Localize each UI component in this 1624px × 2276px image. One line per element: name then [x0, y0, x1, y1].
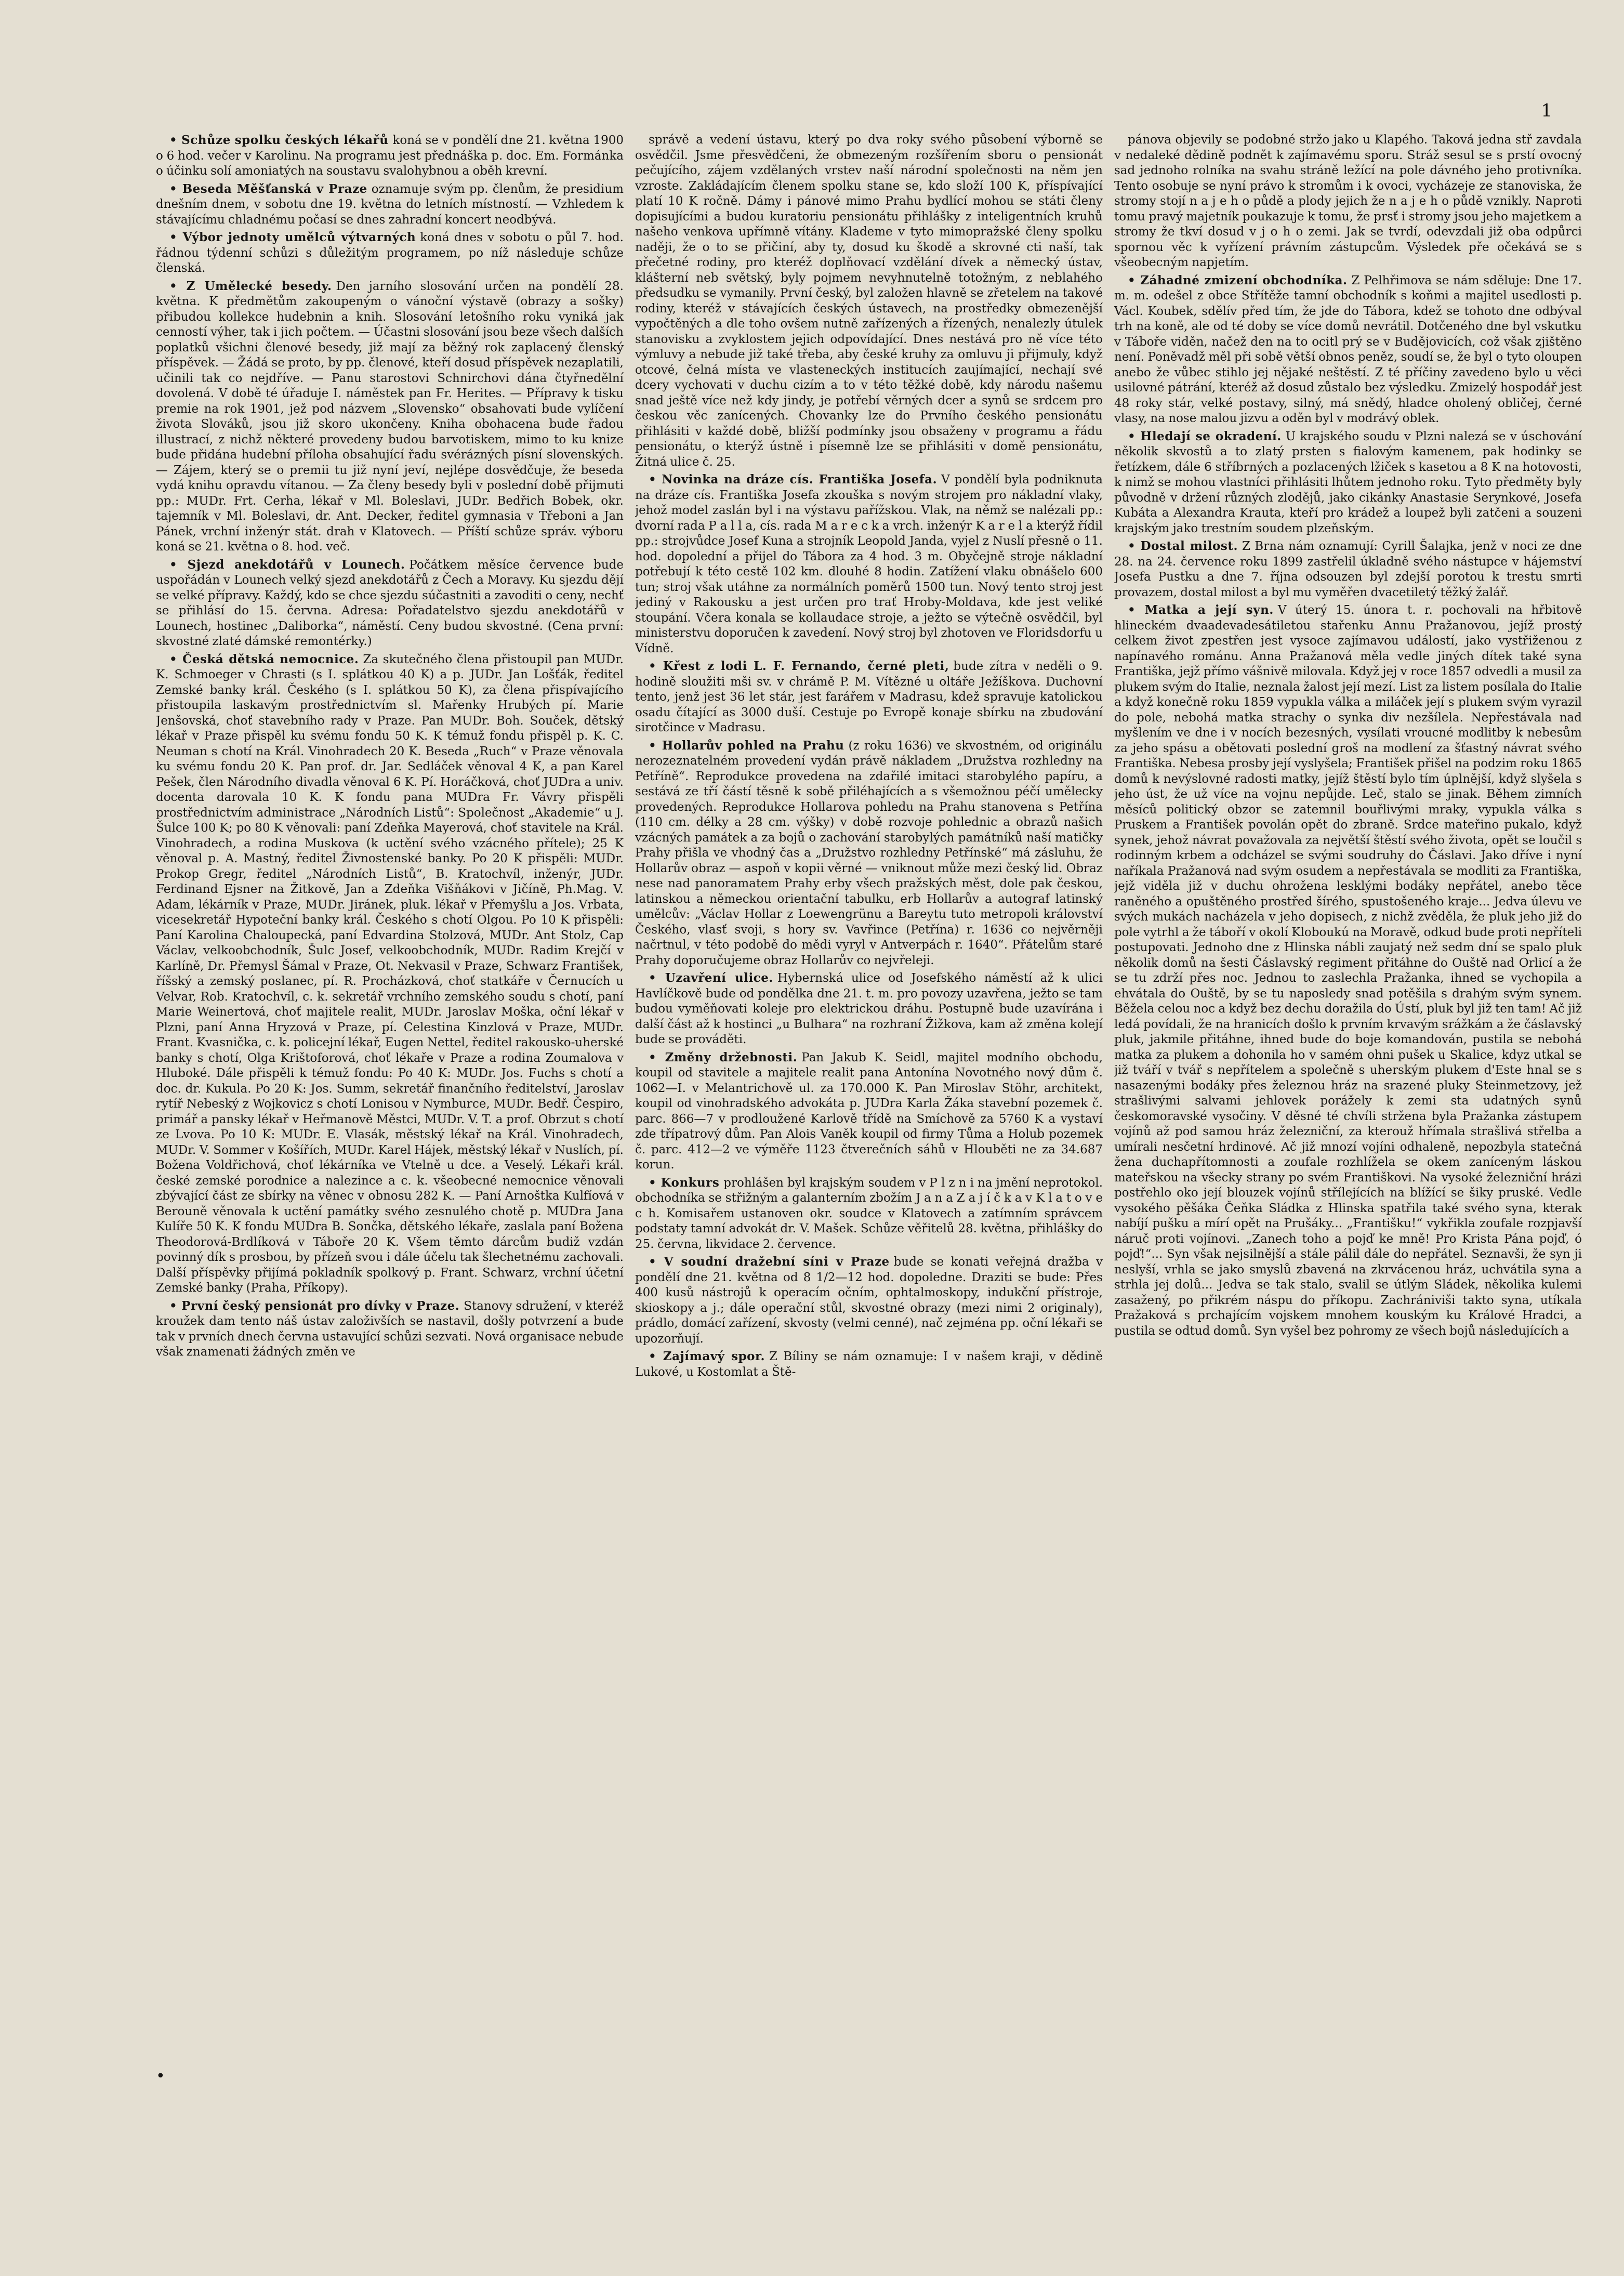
article-body: V pondělí byla podniknuta na dráze cís. Františka Josefa zkouška s novým strojem pro nákladní vlaky, jehož model zaslán byl i na výstavu pařížskou. Vlak, na němž se nalézali pp.: dvorní rada P a l l a, cís. rada M a r e c k a vrch. inženýr K a r e l a kterýž řídil pp.: strojvůdce Josef Kuna a strojník Leopold Janda, vyjel z Nuslí přesně o 11. hod. dopolední a přijel do Tábora za 4 hod. 3 m. Obyčejně stroje nákladní potřebují k této cestě 102 km. dlouhé 8 hodin. Zatížení vlaku obnášelo 600 tun; stroj však utáhne za normálních poměrů 1500 tun. Nový tento stroj jest jediný v Rakousku a jest určen pro trať Hroby-Moldava, kde jest veliké stoupání. Včera konala se kollaudace stroje, a ježto se výtečně osvědčil, byl ministerstvu doporučen k zavedení. Nový stroj byl zhotoven ve Floridsdorfu u Vídně. — [635, 473, 1103, 655]
article-title: • Matka a její syn. — [1128, 603, 1274, 617]
news-article — [156, 133, 624, 179]
article-body: pánova objevily se podobné stržo jako u Klapého. Taková jedna stř zavdala v nedaleké dědině podnět k zajímavému sporu. Stráž sesul se s prstí ovocný sad jednoho rolníka na svahu stráně ležící na pole dávného jeho protivníka. Tento osobuje se nyní právo k stromům i k ovoci, vycházeje ze stanoviska, že stromy stojí n a j e h o půdě a plody jejich že n a j e h o půdě vznikly. Naproti tomu pravý majetník poukazuje k tomu, že prsť i stromy jsou jeho majetkem a stromy že tkví dosud v j o h o zemi. Jak se tvrdí, odevzdali již oba odpůrci spornou věc k vyřízení právním zástupcům. Výsledek pře očekává se s všeobecným napjetím. — [1114, 133, 1582, 269]
news-article — [635, 1349, 1103, 1380]
news-article — [156, 181, 624, 228]
news-article — [1114, 429, 1582, 537]
article-title: • Výbor jednoty umělců výtvarných — [169, 230, 416, 244]
article-title: • Beseda Měšťanská v Praze — [169, 181, 367, 196]
article-body: správě a vedení ústavu, který po dva roky svého působení výborně se osvědčil. Jsme přesvědčeni, že obmezeným rozšířením sboru o pensionát pečujícího, zájem vzdělaných vrstev naší národní společnosti na něm jen vzroste. Zakládajícím členem spolku stane se, kdo složí 100 K, příspívající platí 10 K ročně. Dámy i pánové mimo Prahu bydlící mohou se státi členy dopisujícími a budou kuratoriu pensionátu přihlášky z inteligentních kruhů našeho venkova upřímně vítány. Klademe v tyto mimopražské členy spolku naději, že o to se přičiní, aby ty, dosud ku škodě a skrovné cti naší, tak přečetné rodiny, pro kteréž doplňovací vzdělání dívek a německý ústav, klášterní neb světský, byly pojmem nevyhnutelně totožným, z neblahého předsudku se vymanily. První český, byl založen hlavně se zřetelem na takové rodiny, kteréž v stávajících českých ústavech, na prostředky obmezenější vypočtěných a dle toho ovšem nutně zařízených a řízených, nenalezly útulek stanovisku a zvyklostem jejich odpovídající. Dnes nestává pro ně více této výmluvy a nebude již také třeba, aby české kruhy za omluvu ji přijmuly, když otcové, čelná místa ve vlasteneckých institucích zaujímající, nechají své dcery vychovati v duchu cizím a to v této těžké době, kdy národu našemu snad ještě více než kdy jindy, je potřebí věrných dcer a synů se srdcem pro českou věc zanícených. Chovanky lze do Prvního českého pensionátu přihlásiti v každé době, bližší podmínky jsou obsaženy v programu a řádu pensionátu, o kterýž ústně i písemně lze se přihlásiti v domě pensionátu, Žitná ulice č. 25. — [635, 133, 1103, 469]
article-body: V úterý 15. února t. r. pochovali na hřbitově hlineckém dvaadevadesátiletou stařenku Annu Pražanovou, jejíž prostý celkem život zpestřen jest vysoce zajímavou událostí, jako vystřiženou z napínavého románu. Anna Pražanová měla vedle jiných dítek také syna Františka, jejž přímo vášnivě milovala. Když jej v roce 1857 odvedli a musil za plukem svým do Italie, neznala žalost její mezí. List za listem posílala do Italie a když konečně roku 1859 vypukla válka a miláček její s plukem svým vyrazil do pole, nebohá matka strachy o synka div nezšílela. Nepřestávala nad myšlením ve dne i v nocích bezesných, vysílati vroucné modlitby k nebesům za jeho spásu a obětovati poslední groš na modlení za šťastný návrat svého Františka. Nebesa prosby její vyslyšela; František přišel na podzim roku 1865 domů k nevýslovné radosti matky, jejíž štěstí bylo tím úplnější, když slyšela s jeho úst, že už více na vojnu nepůjde. Leč, stalo se jinak. Během zimních měsíců politický obzor se zatemnil bouřlivými mraky, vypukla válka s Pruskem a František povolán opět do zbraně. Srdce mateřino pukalo, když synek, jehož návrat považovala za největší štěstí svého života, opět se loučil s rodinným krbem a odcházel se svými soudruhy do Čáslavi. Jako dříve i nyní naříkala Pražanová nad svým osudem a nepřestávala se modliti za Františka, jejž viděla již v duchu ohrožena lesklými bodáky nepřátel, anebo těce raněného a opuštěného prostřed šírého, spustošeného kraje... Jedva úlevu ve svých mukách nacházela v jeho dopisech, z nichž zvěděla, že pluk jeho již do pole vytrhl a že táboří v okolí Kloboukú na Moravě, odkud bude proti nepříteli postupovati. Jednoho dne z Hlinska nábli zaujatý než sedm dní se spalo pluk několik domů na šesti Čáslavský regiment přitáhne do Ouště nad Orlicí a že se tu zdrží přes noc. Jednou to zaslechla Pražanka, ihned se vychopila a ehvátala do Ouště, by se tu naposledy snad potěšila s drahým svým synem. Běžela celou noc a když bez dechu doražila do Ústí, pluk byl již ten tam! Ač již ledá povídali, že na hranicích došlo k prvním krvavým srážkám a že čáslavský pluk, jakmile přitáhne, ihned bude do boje komandován, pustila se nebohá matka za plukem a dohonila ho v samém ohni pušek u Skalice, kdyz utkal se již tváří v tvář s nepřítelem a společně s uherským plukem d'Este hnal se s nasazenými bodáky přes železnou hráz na srazené pluky Steinmetzovy, jež strašlivými salvami jehlovek porážely k zemi sta udatných synů českomoravské vysočiny. V děsné té chvíli stržena byla Pražanka zástupem vojínů až pod samou hráz železniční, za kterouž hřímala strašlivá střelba a umírali nesčetní hrdinové. Ač již mnozí vojíni odhaleně, nepozbyla statečná žena duchapřítomnosti a zoufale rozhlížela se okem zaníceným láskou mateřskou na všecky strany po svém Františkovi. Na vysoké železniční hrázi postřehlo oko její blouzek vojínů střílejících na blížící se šiky pruské. Vedle vysokého pěšáka Čeňka Sládka z Hlinska spatřila také svého syna, kterak nabíjí pušku a mírí opět na Prušáky... „Františku!“ vykřikla zoufale rozpjavší náruč proti vojínovi. „Zanech toho a pojď ke mně! Pro Krista Pána pojď, ó pojď!“... Syn však nejsilnější a stále pálil dále do nepřátel. Seznavši, že syn ji neslyší, vrhla se jako smyslů zbavená na zkrvácenou hráz, uchvátila syna a strhla jej dolů... Jedva se tak stalo, svalil se útlým Sládek, několika kulemi zasažený, po přikrém náspu do příkopu. Zachrániviši takto syna, utíkala Pražaková s prchajícím vojskem mnohem kouským ku Králové Hradci, a pustila se odtud domů. Syn vyšel bez pohromy ze všech bojů následujících a — [1114, 603, 1582, 1338]
news-article — [156, 279, 624, 555]
article-body: bude se konati veřejná dražba v pondělí dne 21. května od 8 1/2—12 hod. dopoledne. Draziti se bude: Přes 400 kusů nástrojů k operacím očním, ophtalmoskopy, indukční přístroje, skioskopy a j.; dále operační stůl, skvostné obrazy (mezi nimi 2 originaly), prádlo, domácí zařízení, skvosty (velmi cenné), nač zejména pp. oční lékaři se upozorňují. — [635, 1255, 1103, 1346]
news-article — [635, 659, 1103, 736]
article-title: • První český pensionát pro dívky v Praze. — [169, 1298, 460, 1313]
news-article — [635, 133, 1103, 470]
article-body: Pan Jakub K. Seidl, majitel modního obchodu, koupil od stavitele a majitele realit pana Antonína Novotného nový dům č. 1062—I. v Melantrichově ul. za 170.000 K. Pan Miroslav Stöhr, architekt, koupil od vinohradského advokáta p. JUDra Karla Žáka stavební pozemek č. parc. 866—7 v prodloužené Karlově třídě na Smíchově za 5760 K a vystaví zde třípatrový dům. Pan Alois Vaněk koupil od firmy Tůma a Holub pozemek č. parc. 412—2 ve výměře 1123 čtverečních sáhů v Hlouběti ne za 34.687 korun. — [635, 1050, 1103, 1172]
article-body: prohlášen byl krajským soudem v P l z n i na jmění neprotokol. obchodníka se střižným a galanterním zbožím J a n a Z a j í č k a v K l a t o v e c h. Komisařem ustanoven okr. soudce v Klatovech a zatímním správcem podstaty tamní advokát dr. V. Mašek. Schůze věřitelů 28. května, přihlášky do 25. června, likvidace 2. července. — [635, 1176, 1103, 1251]
article-title: • Novinka na dráze cís. Františka Josefa. — [649, 472, 938, 486]
article-body: bude zítra v neděli o 9. hodině sloužiti mši sv. v chrámě P. M. Vítězné u oltáře Ježíškova. Duchovní tento, jenž jest 36 let stár, jest farářem v Madrasu, kdež spravuje katolickou osadu čítající as 3000 duší. Cestuje po Evropě konaje sbírku na zbudování sirotčince v Madrasu. — [635, 660, 1103, 734]
article-body: Z Brna nám oznamují: Cyrill Šalajka, jenž v noci ze dne 28. na 24. července roku 1899 zastřelil úkladně svého nástupce v hájemství Josefa Pustku a dne 7. října odsouzen byl zdejší porotou k trestu smrti provazem, dostal milost a byl mu vyměřen dvacetiletý těžký žalář. — [1114, 540, 1582, 599]
column-3 — [1114, 133, 1582, 2243]
article-title: • Z Umělecké besedy. — [169, 279, 332, 293]
article-title: • Sjezd anekdotářů v Lounech. — [169, 557, 405, 572]
article-title: • Konkurs — [649, 1175, 720, 1190]
article-body: Hybernská ulice od Josefského náměstí až k ulici Havlíčkově bude od pondělka dne 21. t. m. pro povozy uzavřena, ježto se tam budou vyměňovati koleje pro elektrickou dráhu. Postupně bude uzavírána i další část až k hostinci „u Bulhara“ na rozhraní Žižkova, kam až změna kolejí bude se prováděti. — [635, 971, 1103, 1046]
article-title: • V soudní dražební síni v Praze — [649, 1255, 890, 1269]
news-article — [635, 1175, 1103, 1253]
news-article — [156, 652, 624, 1296]
article-title: • Česká dětská nemocnice. — [169, 652, 359, 666]
article-title: • Hledají se okradení. — [1128, 429, 1282, 443]
page-number: 1 — [1541, 100, 1552, 121]
article-body: Z Pelhřimova se nám sděluje: Dne 17. m. m. odešel z obce Střítěže tamní obchodník s koňmi a majitel usedlosti p. Václ. Koubek, sdělív před tím, že jde do Tábora, kdež se tohoto dne odbýval trh na koně, ale od té doby se více domů nevrátil. Dotčeného dne byl vskutku v Táboře viděn, načež den na to ocitl prý se v Budějovicích, což však zjištěno není. Poněvadž měl při sobě větší obnos peněz, soudí se, že byl o tyto oloupen anebo že vůbec stihlo jej nějaké neštěstí. Z té příčiny zavedeno bylo u věci usilovné pátrání, kteréž až dosud zůstalo bez výsledku. Zmizelý hospodář jest 48 roky stár, velké postavy, silný, má snědý, hladce oholený obličej, černé vlasy, na nose malou jizvu a oděn byl v modrávý oblek. — [1114, 273, 1582, 425]
news-article — [1114, 273, 1582, 427]
article-title: • Křest z lodi L. F. Fernando, černé pleti, — [649, 659, 949, 673]
article-body: Stanovy sdružení, v kteréž kroužek dam tento náš ústav založivších se nastavil, došly potvrzení a bude tak v prvních dnech června ustavující schůzi sezvati. Nová organisace nebude však znamenati žádných změn ve — [156, 1299, 624, 1359]
news-article — [156, 1298, 624, 1360]
article-title: • Změny držebnosti. — [649, 1050, 798, 1064]
news-article — [156, 230, 624, 277]
article-title: • Schůze spolku českých lékařů — [169, 133, 389, 147]
article-body: (z roku 1636) ve skvostném, od originálu nerozeznatelném provedení vydán právě nákladem „Družstva rozhledny na Petříně“. Reprodukce provedena na zdařilé imitaci starobylého papíru, a sestává ze tří částí těsně k sobě přiléhajících a s všemožnou péčí umělecky provedených. Reprodukce Hollarova pohledu na Prahu stanovena s Petřína (110 cm. délky a 28 cm. výšky) v době rozvoje pohlednic a obrazů našich vzácných památek a za bojů o zachování starobylých památníků naší matičky Prahy přišla ve vhodný čas a „Družstvo rozhledny Petřínské“ má zásluhu, že Hollarův obraz — aspoň v kopii věrné — vniknout může mezi český lid. Obraz nese nad panoramatem Prahy erby všech pražských měst, dole pak českou, latinskou a německou orientační tabulku, erb Hollarův a autograf latinský umělcův: „Václav Hollar z Loewengrünu a Bareytu tuto metropoli království Českého, vlasť svoji, s hory sv. Vavřince (Petřína) r. 1636 co nejvěrněji načrtnul, v této podobě do mědi vyryl v Antverpách r. 1640“. Přátelům staré Prahy doporučujeme obraz Hollarův co nejvřeleji. — [635, 739, 1103, 967]
article-body: U krajského soudu v Plzni nalezá se v úschování několik skvostů a to zlatý prsten s fialovým kamenem, pak hodinky se řetízkem, dále 6 stříbrných a pozlacených lžiček s kasetou a 8 K na hotovosti, k nimž se mohou vlastníci přihlásiti lhůtem jednoho roku. Tyto předměty byly původně v držení různých zlodějů, jako cikánky Anastasie Serynkové, Josefa Kubáta a Alexandra Krauta, kteří pro krádež a loupež byli zatčeni a souzeni krajským jako trestním soudem plzeňským. — [1114, 429, 1582, 535]
article-body: koná dnes v sobotu o půl 7. hod. řádnou týdenní schůzi s důležitým programem, po níž následuje schůze členská. — [156, 231, 624, 275]
article-body: Za skutečného člena přistoupil pan MUDr. K. Schmoeger v Chrasti (s I. splátkou 40 K) a p. JUDr. Jan Lošťák, ředitel Zemské banky král. Českého (s I. splátkou 50 K), za člena přispívajícího přistoupila laskavým prostřednictvím sl. Mařenky Hrubých pí. Marie Jenšovská, choť stavebního rady v Praze. Pan MUDr. Boh. Souček, dětský lékař v Praze přispěl ku svému fondu 50 K. K témuž fondu přispěl p. K. C. Neuman s chotí na Král. Vinohradech 20 K. Beseda „Ruch“ v Praze věnovala ku svému fondu 20 K. Pan prof. dr. Jar. Sedláček věnoval 4 K, a pan Karel Pešek, člen Národního divadla věnoval 6 K. Pí. Horáčková, choť JUDra a univ. docenta darovala 10 K. K fondu pana MUDra Fr. Vávry přispěli prostřednictvím administrace „Národních Listů“: Společnost „Akademie“ u J. Šulce 100 K; po 80 K věnovali: paní Zdeňka Mayerová, choť stavitele na Král. Vinohradech, a rodina Muskova (k uctění svého vzácného přítele); 25 K věnoval p. A. Mastný, ředitel Živnostenské banky. Po 20 K přispěli: MUDr. Prokop Gregr, ředitel „Národních Listů“, B. Kratochvíl, inženýr, JUDr. Ferdinand Ejsner na Žitkově, Jan a Zdeňka Višňákovi v Jičíně, Ph.Mag. V. Adam, lékárník v Praze, MUDr. Jiránek, pluk. lékař v Přemyšlu a Jos. Vrbata, vicesekretář Hypoteční banky král. Českého s chotí Olgou. Po 10 K přispěli: Paní Karolina Chaloupecká, paní Edvardina Stolzová, MUDr. Ant Stolz, Cap Václav, velkoobchodník, Šulc Josef, velkoobchodník, MUDr. Radim Krejčí v Karlíně, Dr. Přemysl Šámal v Praze, Ot. Nekvasil v Praze, Schwarz František, říšský a zemský poslanec, pí. R. Procházková, choť statkáře v Černucích u Velvar, Rob. Kratochvíl, c. k. sekretář vrchního zemského soudu s chotí, paní Marie Weinertová, choť majitele realit, MUDr. Jaroslav Moška, oční lékař v Plzni, paní Anna Hryzová v Praze, pí. Celestina Kinzlová v Praze, MUDr. Frant. Kvasnička, c. k. policejní lékař, Eugen Nettel, ředitel rakousko-uherské banky s chotí, Olga Krištoforová, choť lékaře v Praze a rodina Zoumalova v Hluboké. Dále přispěli k témuž fondu: Po 40 K: MUDr. Jos. Fuchs s chotí a doc. dr. Kukula. Po 20 K: Jos. Summ, sekretář finančního ředitelství, Jaroslav rytíř Nebeský z Wojkovicz s chotí Lonisou v Nymburce, MUDr. Bedř. Čespiro, primář a pansky lékař v Heřmanově Městci, MUDr. V. T. a prof. Obrzut s chotí ze Lvova. Po 10 K: MUDr. E. Vlasák, městský lékař na Král. Vinohradech, MUDr. V. Sommer v Košířích, MUDr. Karel Hájek, městský lékař v Nuslích, pí. Božena Voldřichová, choť lékárníka ve Vtelně u dce. a Veselý. Lékaři král. české zemské porodnice a nalezince a c. k. všeobecné nemocnice věnovali zbývající část ze sbírky na věnec v obnosu 282 K. — Paní Arnoštka Kulfíová v Berouně věnovala k uctění památky svého zesnulého chotě p. MUDra Jana Kulíře 50 K. K fondu MUDra B. Sončka, dětského lékaře, zaslala paní Božena Theodorová-Brdlíková v Táboře 20 K. Všem těmto dárcům budiž vzdán povinný dík s prosbou, by přízeň svou i dále účelu tak šlechetnému zachovali. Další příspěvky přijímá pokladník spolkový p. Frant. Schwarz, vrchní účetní Zemské banky (Praha, Příkopy). — [156, 652, 624, 1295]
article-title: • Dostal milost. — [1128, 539, 1238, 553]
news-article — [1114, 602, 1582, 1339]
news-article — [1114, 133, 1582, 271]
news-article — [1114, 538, 1582, 600]
article-columns — [156, 133, 1582, 2243]
article-title: • Zajímavý spor. — [649, 1349, 765, 1363]
news-article — [635, 970, 1103, 1048]
column-2 — [635, 133, 1103, 2243]
article-body: oznamuje svým pp. členům, že presidium dnešním dnem, v sobotu dne 19. května do letních místností. — Vzhledem k stávajícímu chladnému počasí se dnes zahradní koncert neodbývá. — [156, 182, 624, 227]
article-body: Počátkem měsíce července bude uspořádán v Lounech velký sjezd anekdotářů z Čech a Moravy. Ku sjezdu dějí se velké přípravy. Každý, kdo se chce sjezdu súčastniti a zavoditi o ceny, nechť se přihlásí do 15. června. Adresa: Pořadatelstvo sjezdu anekdotářů v Lounech, hostinec „Daliborka“, náměstí. Ceny budou skvostné. (Cena první: skvostné zlaté dámské remontérky.) — [156, 558, 624, 648]
column-1 — [156, 133, 624, 2243]
article-body: koná se v pondělí dne 21. května 1900 o 6 hod. večer v Karolinu. Na programu jest přednáška p. doc. Em. Formánka o účinku solí amoniatých na soustavu svalohybnou a oběh krevní. — [156, 134, 624, 178]
article-title: • Záhadné zmizení obchodníka. — [1128, 273, 1348, 287]
margin-bullet: • — [156, 2067, 165, 2085]
news-article — [635, 472, 1103, 656]
article-body: Den jarního slosování určen na pondělí 28. května. K předmětům zakoupeným o vánoční výstavě (obrazy a sošky) přibudou kollekce hudebnin a knih. Slosování letošního roku vyniká jak cenností výher, tak i jich počtem. — Účastni slosování jsou beze všech dalších poplatků všichni členové besedy, již mají za běžný rok zaplacený členský příspěvek. — Žádá se proto, by pp. členové, kteří dosud příspěvek nezaplatili, učinili tak co nejdříve. — Panu starostovi Schnirchovi dána čtyřnedělní dovolená. V době té úřaduje I. náměstek pan Fr. Herites. — Přípravy k tisku premie na rok 1901, jež pod názvem „Slovensko“ obsahovati bude vylíčení života Slováků, jsou již skoro ukončeny. Kniha obohacena bude řadou illustrací, z nichž některé provedeny budou barvotiskem, mimo to ku knize bude přidána hudební příloha obsahující řadu svérázných písní slovenských. — Zájem, který se o premii tu již nyní jeví, nejlépe dosvědčuje, že beseda vydá knihu opravdu vítanou. — Za členy besedy byli v poslední době přijmuti pp.: MUDr. Frt. Cerha, lékař v Ml. Boleslavi, JUDr. Bedřich Bobek, okr. tajemník v Ml. Boleslavi, dr. Ant. Decker, ředitel gymnasia v Třeboni a Jan Pánek, vrchní inženýr stát. drah v Klatovech. — Příští schůze správ. výboru koná se 21. května o 8. hod. več. — [156, 279, 624, 554]
news-article — [635, 1050, 1103, 1173]
news-article — [635, 738, 1103, 969]
article-title: • Hollarův pohled na Prahu — [649, 738, 844, 753]
article-body: Z Bíliny se nám oznamuje: I v našem kraji, v dědině Lukové, u Kostomlat a Ště- — [635, 1350, 1103, 1379]
article-title: • Uzavření ulice. — [649, 971, 773, 985]
news-article — [156, 557, 624, 650]
news-article — [635, 1254, 1103, 1347]
